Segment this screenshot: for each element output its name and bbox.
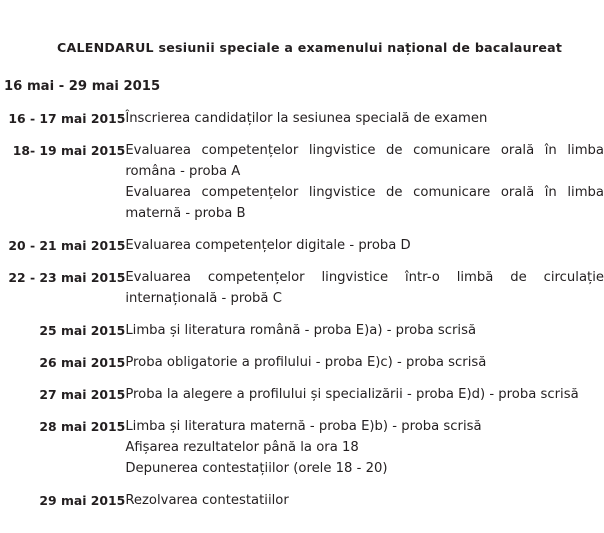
row-spacer	[0, 373, 604, 384]
schedule-description-line: Evaluarea competențelor lingvistice de comunicare orală în limba româna - proba A	[125, 143, 604, 179]
table-row	[0, 140, 604, 224]
table-row	[0, 384, 604, 405]
row-spacer	[0, 479, 604, 490]
schedule-description	[125, 416, 604, 479]
schedule-date: 27 mai 2015	[39, 387, 126, 402]
table-row	[0, 320, 604, 341]
schedule-date: 28 mai 2015	[39, 419, 126, 434]
table-row	[0, 416, 604, 479]
row-spacer	[0, 405, 604, 416]
schedule-date: 29 mai 2015	[39, 493, 126, 508]
schedule-description	[125, 140, 604, 224]
schedule-date: 26 mai 2015	[39, 355, 126, 370]
schedule-description-line: Limba și literatura română - proba E)a) - proba scrisă	[125, 323, 477, 338]
row-spacer	[0, 309, 604, 320]
schedule-description-line: Evaluarea competențelor lingvistice într-o limbă de circulație internațională - probă C	[125, 270, 604, 306]
schedule-description	[125, 352, 604, 373]
schedule-date: 25 mai 2015	[39, 323, 126, 338]
page-title: CALENDARUL sesiunii speciale a examenului național de bacalaureat	[57, 40, 563, 55]
schedule-description-line: Evaluarea competențelor lingvistice de comunicare orală în limba maternă - proba B	[125, 185, 604, 221]
row-spacer	[0, 341, 604, 352]
schedule-description-line: Rezolvarea contestatiilor	[125, 493, 289, 508]
table-row	[0, 235, 604, 256]
schedule-description	[125, 108, 604, 129]
schedule-date: 16 - 17 mai 2015	[8, 111, 126, 126]
schedule-description-line: Depunerea contestațiilor (orele 18 - 20)	[125, 461, 388, 476]
schedule-description-line: Afișarea rezultatelor până la ora 18	[125, 440, 359, 455]
schedule-description-line: Proba obligatorie a profilului - proba E)c) - proba scrisă	[125, 355, 487, 370]
schedule-table	[0, 108, 604, 511]
schedule-description	[125, 490, 604, 511]
schedule-description	[125, 267, 604, 309]
schedule-description-line: Limba și literatura maternă - proba E)b) - proba scrisă	[125, 419, 482, 434]
period-subtitle: 16 mai - 29 mai 2015	[4, 79, 161, 94]
schedule-description-line: Proba la alegere a profilului și specializării - proba E)d) - proba scrisă	[125, 387, 579, 402]
schedule-description	[125, 320, 604, 341]
row-spacer	[0, 224, 604, 235]
table-row	[0, 352, 604, 373]
table-row	[0, 490, 604, 511]
schedule-date: 22 - 23 mai 2015	[8, 270, 126, 285]
schedule-description-line: Evaluarea competențelor digitale - proba D	[125, 238, 411, 253]
table-row	[0, 267, 604, 309]
schedule-date: 20 - 21 mai 2015	[8, 238, 126, 253]
schedule-date: 18- 19 mai 2015	[12, 143, 126, 158]
row-spacer	[0, 129, 604, 140]
schedule-description	[125, 384, 604, 405]
row-spacer	[0, 256, 604, 267]
table-row	[0, 108, 604, 129]
schedule-description	[125, 235, 604, 256]
schedule-body	[0, 108, 604, 511]
schedule-description-line: Înscrierea candidaților la sesiunea specială de examen	[125, 111, 488, 126]
